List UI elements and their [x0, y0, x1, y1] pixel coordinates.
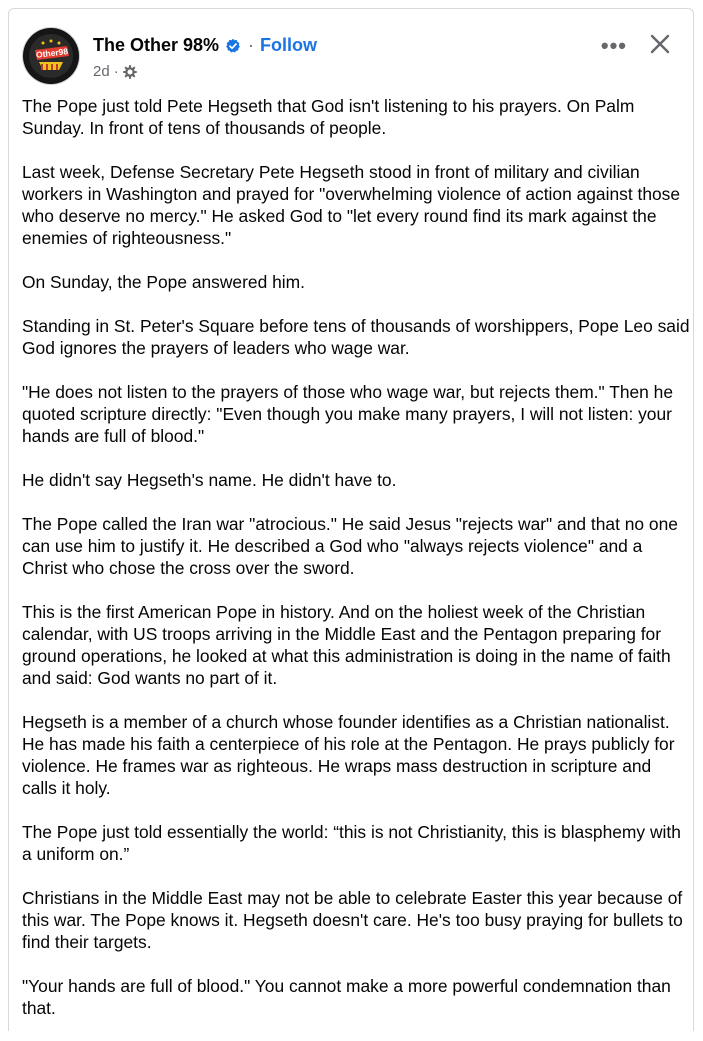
- post-header: [23, 25, 679, 85]
- svg-text:Other98: Other98: [35, 46, 69, 60]
- avatar[interactable]: [23, 28, 79, 84]
- verified-badge-icon: [225, 38, 241, 54]
- page-logo: [23, 28, 79, 84]
- post-meta: [93, 63, 137, 80]
- author-name[interactable]: The Other 98%: [93, 35, 220, 55]
- follow-button[interactable]: Follow: [260, 35, 318, 55]
- post-paragraph: The Pope called the Iran war "atrocious." He said Jesus "rejects war" and that no one can use him to justify it. He described a God who "always rejects violence" and a Christ who chose the cross over the sword.: [22, 514, 678, 578]
- timestamp[interactable]: 2d: [93, 63, 110, 80]
- post-paragraph: "Your hands are full of blood." You cannot make a more powerful condemnation than that.: [22, 976, 671, 1018]
- post-paragraph: This is the first American Pope in history. And on the holiest week of the Christian calendar, with US troops arriving in the Middle East and the Pentagon preparing for ground operations, he looked at what this administration is doing in the name of faith and said: God wants no part of it.: [22, 602, 671, 688]
- separator-dot: ·: [248, 35, 255, 55]
- more-options-button[interactable]: •••: [600, 33, 627, 58]
- post-paragraph: Christians in the Middle East may not be able to celebrate Easter this year because of this war. The Pope knows it. Hegseth doesn't care. He's too busy praying for bullets to find their targets.: [22, 888, 683, 952]
- post-paragraph: The Pope just told essentially the world: “this is not Christianity, this is blasphemy with a uniform on.”: [22, 822, 681, 864]
- meta-separator: ·: [113, 63, 119, 80]
- post-paragraph: "He does not listen to the prayers of those who wage war, but rejects them." Then he quoted scripture directly: "Even though you make many prayers, I will not listen: your hands are full of blood.": [22, 382, 674, 446]
- post-body: [22, 95, 690, 1041]
- author-row: [93, 35, 317, 56]
- close-icon[interactable]: [645, 29, 675, 59]
- post-paragraph: Hegseth is a member of a church whose founder identifies as a Christian nationalist. He has made his faith a centerpiece of his role at the Pentagon. He prays publicly for violence. He frames war as righteous. He wraps mass destruction in scripture and calls it holy.: [22, 712, 675, 798]
- post-paragraph: Standing in St. Peter's Square before tens of thousands of worshippers, Pope Leo said God ignores the prayers of leaders who wage war.: [22, 316, 690, 358]
- post-card: [8, 8, 694, 1031]
- post-paragraph: He didn't say Hegseth's name. He didn't have to.: [22, 470, 397, 490]
- gear-icon: [123, 65, 137, 79]
- post-paragraph: On Sunday, the Pope answered him.: [22, 272, 305, 292]
- post-paragraph: The Pope just told Pete Hegseth that God isn't listening to his prayers. On Palm Sunday. In front of tens of thousands of people.: [22, 96, 635, 138]
- post-paragraph: Last week, Defense Secretary Pete Hegseth stood in front of military and civilian workers in Washington and prayed for "overwhelming violence of action against those who deserve no mercy." He asked God to "let every round find its mark against the enemies of righteousness.": [22, 162, 681, 248]
